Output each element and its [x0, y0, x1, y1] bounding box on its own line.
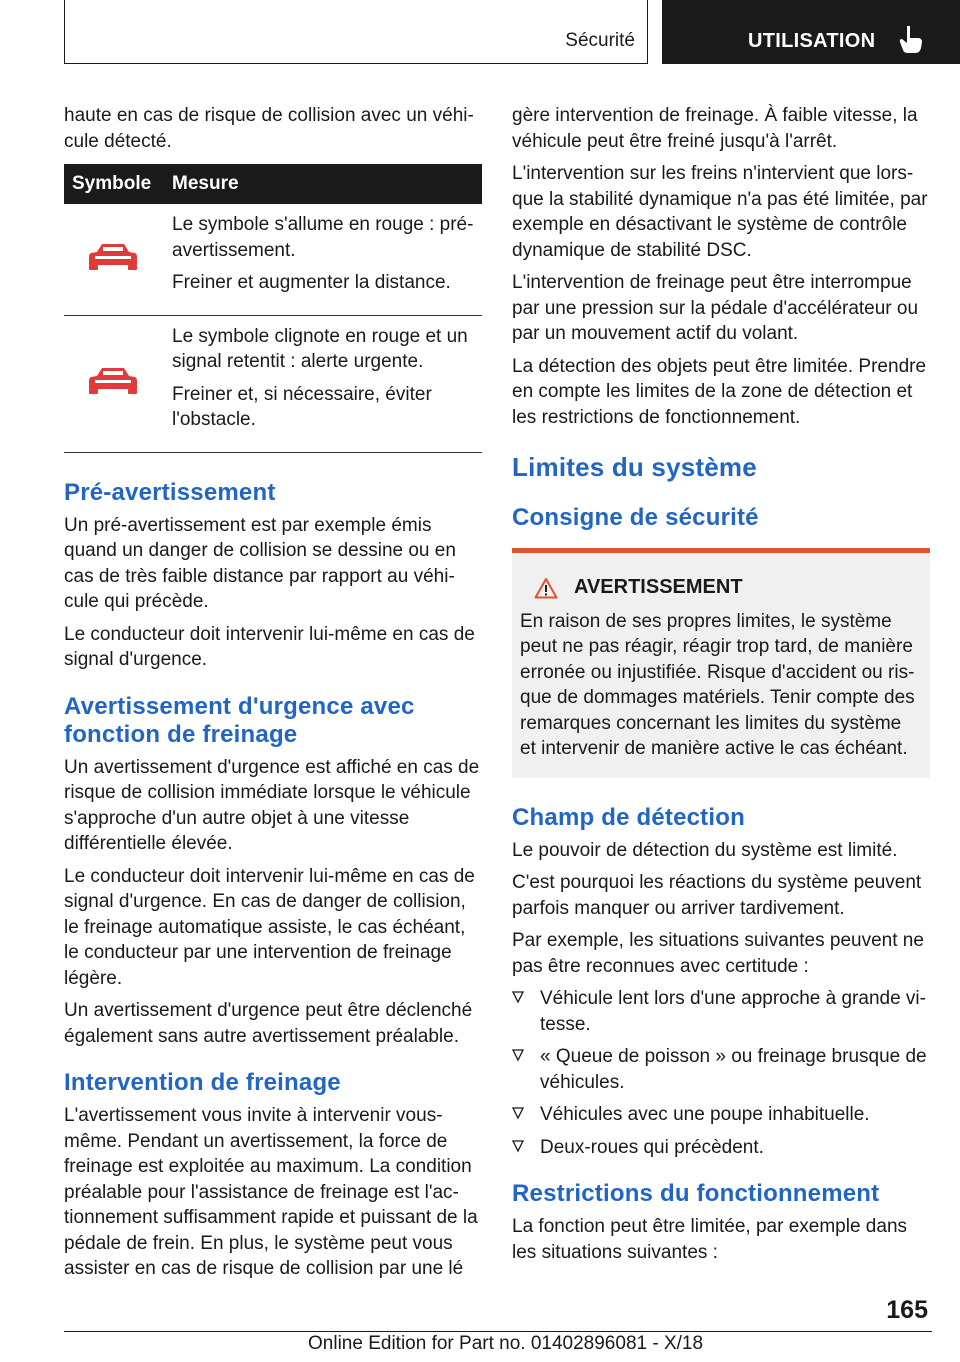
heading-brake-intervention: Intervention de freinage — [64, 1069, 341, 1096]
paragraph: La fonction peut être limitée, par exemple dans les situations suivantes : — [512, 1216, 908, 1263]
heading-detection-field: Champ de détection — [512, 803, 745, 831]
list-item — [512, 1135, 930, 1161]
heading-pre-warning: Pré-avertissement — [64, 478, 276, 506]
section-title: Sécurité — [565, 30, 635, 51]
table-row — [64, 315, 482, 452]
table-cell-measure — [162, 315, 482, 452]
paragraph: Le conducteur doit intervenir lui-même en cas de signal d'urgence. En cas de danger de collision, le freinage automatique assiste, le cas échéant, le conducteur par une intervention de freinage légère. — [64, 865, 475, 989]
list-item — [512, 1102, 930, 1128]
measure-line: Le symbole s'allume en rouge : pré-avertissement. — [172, 214, 474, 261]
header-section-box — [64, 0, 648, 64]
measure-line: Le symbole clignote en rouge et un signal retentit : alerte urgente. — [172, 325, 468, 372]
paragraph: Un avertissement d'urgence est affiché en cas de risque de collision immédiate lorsque le véhicule s'approche d'un autre objet à une vitesse différentielle élevée. — [64, 756, 480, 854]
symbol-table — [64, 164, 482, 453]
left-column — [64, 103, 482, 1289]
table-header-row — [64, 164, 482, 204]
header-chapter-tab — [662, 0, 960, 64]
heading-system-limits: Limites du système — [512, 452, 757, 482]
table-cell-measure — [162, 204, 482, 315]
bullet-triangle-icon — [512, 1139, 524, 1153]
table-cell-symbol — [64, 315, 162, 452]
footer-divider — [64, 1331, 862, 1332]
warning-text: En raison de ses propres limites, le système peut ne pas réagir, réagir trop tard, de manière erronée ou injustifiée. Risque d'accident ou risque de dommages matériels. Tenir compte des remarques concernant les limites du système et intervenir de manière active le cas échéant. — [520, 610, 915, 759]
list-item — [512, 986, 930, 1037]
paragraph: Le conducteur doit intervenir lui-même en cas de signal d'urgence. — [64, 623, 475, 670]
warning-title-row — [520, 575, 922, 601]
heading-safety-note: Consigne de sécurité — [512, 504, 759, 531]
bullet-triangle-icon — [512, 990, 524, 1004]
list-item-text: Véhicules avec une poupe inhabituelle. — [540, 1104, 870, 1125]
measure-line: Freiner et augmenter la distance. — [172, 272, 451, 293]
list-item-text: « Queue de poisson » ou freinage brusque de véhicules. — [540, 1046, 927, 1093]
table-header-measure: Mesure — [162, 164, 482, 204]
heading-operating-restrictions: Restrictions du fonctionnement — [512, 1180, 880, 1207]
measure-line: Freiner et, si nécessaire, éviter l'obstacle. — [172, 383, 432, 430]
paragraph: gère intervention de freinage. À faible vitesse, la véhicule peut être freiné jusqu'à l'arrêt. — [512, 105, 918, 152]
warning-triangle-icon — [534, 577, 558, 599]
table-header-symbol: Symbole — [64, 164, 162, 204]
paragraph: Un pré-avertissement est par exemple émis quand un danger de collision se dessine ou en cas de très faible distance par rapport au véhicule qui précède. — [64, 514, 456, 612]
paragraph: C'est pourquoi les réactions du système peuvent parfois manquer ou arriver tardivement. — [512, 872, 922, 919]
intro-text: haute en cas de risque de collision avec un véhicule détecté. — [64, 105, 474, 152]
list-item-text: Véhicule lent lors d'une approche à grande vitesse. — [540, 988, 926, 1035]
situation-list — [512, 986, 930, 1160]
page-number: 165 — [886, 1296, 928, 1324]
footer-edition: Online Edition for Part no. 01402896081 - X/18 — [308, 1333, 704, 1354]
bullet-triangle-icon — [512, 1048, 524, 1062]
footer-divider — [862, 1331, 932, 1332]
table-row — [64, 204, 482, 315]
heading-urgent-warning: Avertissement d'urgence avec fonction de freinage — [64, 692, 415, 748]
chapter-title: UTILISATION — [748, 30, 876, 52]
warning-title: AVERTISSEMENT — [574, 576, 743, 598]
paragraph: Le pouvoir de détection du système est limité. — [512, 839, 898, 861]
paragraph: Un avertissement d'urgence peut être déclenché également sans autre avertissement préalable. — [64, 1000, 473, 1047]
right-column — [512, 103, 930, 1272]
list-item-text: Deux-roues qui précèdent. — [540, 1136, 764, 1158]
car-warning-icon — [87, 365, 139, 395]
pointing-hand-icon — [896, 24, 924, 54]
paragraph: L'intervention de freinage peut être interrompue par une pression sur la pédale d'accélérateur ou par un mouvement actif du volant. — [512, 272, 919, 344]
car-warning-icon — [87, 241, 139, 271]
bullet-triangle-icon — [512, 1106, 524, 1120]
list-item — [512, 1044, 930, 1095]
paragraph: Par exemple, les situations suivantes peuvent ne pas être reconnues avec certitude : — [512, 930, 924, 977]
table-cell-symbol — [64, 204, 162, 315]
warning-box — [512, 548, 930, 778]
paragraph: L'intervention sur les freins n'intervient que lorsque la stabilité dynamique n'a pas été limitée, par exemple en désactivant le système de contrôle dynamique de stabilité DSC. — [512, 163, 928, 261]
paragraph: L'avertissement vous invite à intervenir vous-même. Pendant un avertissement, la force de freinage est exploitée au maximum. La condition préalable pour l'assistance de freinage est l'actionnement suffisamment rapide et puissant de la pédale de frein. En plus, le système peut vous assister en cas de risque de collision par une lé — [64, 1105, 478, 1279]
paragraph: La détection des objets peut être limitée. Prendre en compte les limites de la zone de détection et les restrictions de fonctionnement. — [512, 355, 927, 428]
